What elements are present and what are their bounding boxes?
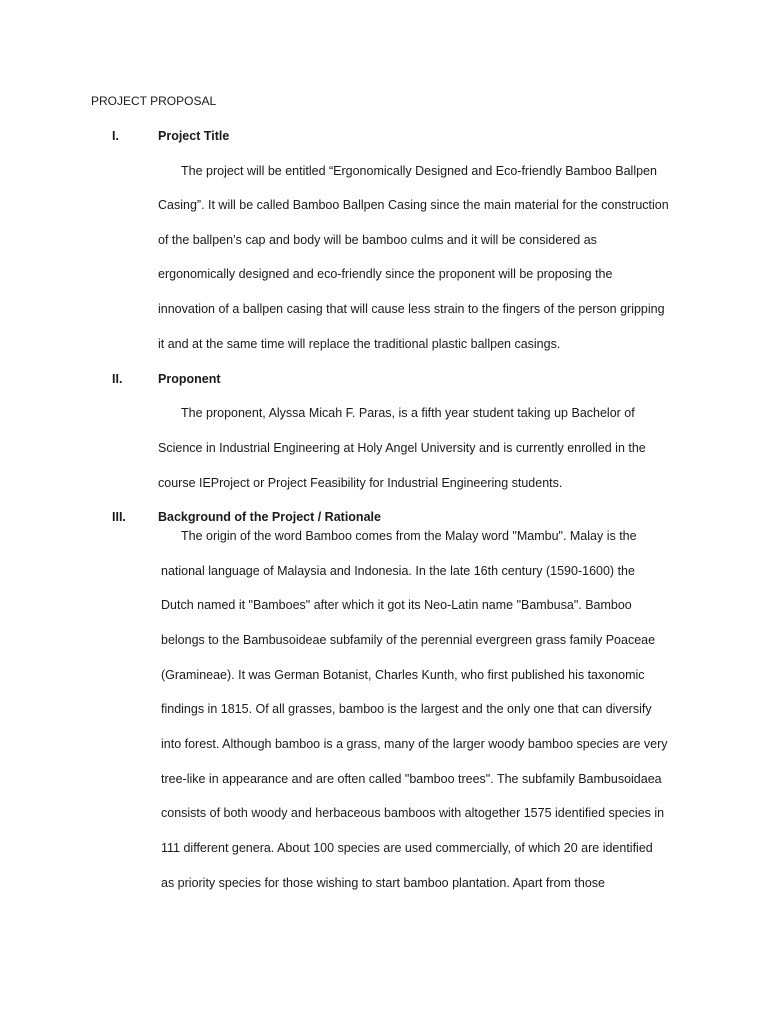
section-3-line-6: findings in 1815. Of all grasses, bamboo is the largest and the only one that can diversify [161, 702, 652, 716]
section-3-line-10: 111 different genera. About 100 species are used commercially, of which 20 are identified [161, 841, 653, 855]
section-3-number: III. [112, 510, 126, 524]
section-2-line-2: Science in Industrial Engineering at Holy Angel University and is currently enrolled in the [158, 441, 646, 455]
section-1-line-4: ergonomically designed and eco-friendly since the proponent will be proposing the [158, 267, 613, 281]
section-3-line-11: as priority species for those wishing to start bamboo plantation. Apart from those [161, 876, 605, 890]
section-3-line-3: Dutch named it "Bamboes" after which it got its Neo-Latin name "Bambusa". Bamboo [161, 598, 632, 612]
section-3-line-8: tree-like in appearance and are often called "bamboo trees". The subfamily Bambusoidaea [161, 772, 662, 786]
section-2-line-1: The proponent, Alyssa Micah F. Paras, is a fifth year student taking up Bachelor of [181, 406, 635, 420]
section-3-line-2: national language of Malaysia and Indonesia. In the late 16th century (1590-1600) the [161, 564, 635, 578]
section-1-line-2: Casing”. It will be called Bamboo Ballpen Casing since the main material for the construction [158, 198, 669, 212]
section-1-number: I. [112, 129, 119, 143]
section-2-number: II. [112, 372, 123, 386]
section-1-line-5: innovation of a ballpen casing that will cause less strain to the fingers of the person gripping [158, 302, 665, 316]
document-title: PROJECT PROPOSAL [91, 94, 217, 108]
section-3-line-1: The origin of the word Bamboo comes from the Malay word "Mambu". Malay is the [181, 529, 637, 543]
section-2-line-3: course IEProject or Project Feasibility for Industrial Engineering students. [158, 476, 563, 490]
section-1-line-6: it and at the same time will replace the traditional plastic ballpen casings. [158, 337, 561, 351]
section-3-line-5: (Gramineae). It was German Botanist, Charles Kunth, who first published his taxonomic [161, 668, 645, 682]
section-1-line-1: The project will be entitled “Ergonomically Designed and Eco-friendly Bamboo Ballpen [181, 164, 657, 178]
section-1-heading: Project Title [158, 129, 230, 143]
section-3-line-9: consists of both woody and herbaceous bamboos with altogether 1575 identified species in [161, 806, 665, 820]
section-2-heading: Proponent [158, 372, 221, 386]
section-3-heading: Background of the Project / Rationale [158, 510, 381, 524]
section-3-line-7: into forest. Although bamboo is a grass, many of the larger woody bamboo species are very [161, 737, 668, 751]
section-3-line-4: belongs to the Bambusoideae subfamily of the perennial evergreen grass family Poaceae [161, 633, 656, 647]
section-1-line-3: of the ballpen’s cap and body will be bamboo culms and it will be considered as [158, 233, 597, 247]
